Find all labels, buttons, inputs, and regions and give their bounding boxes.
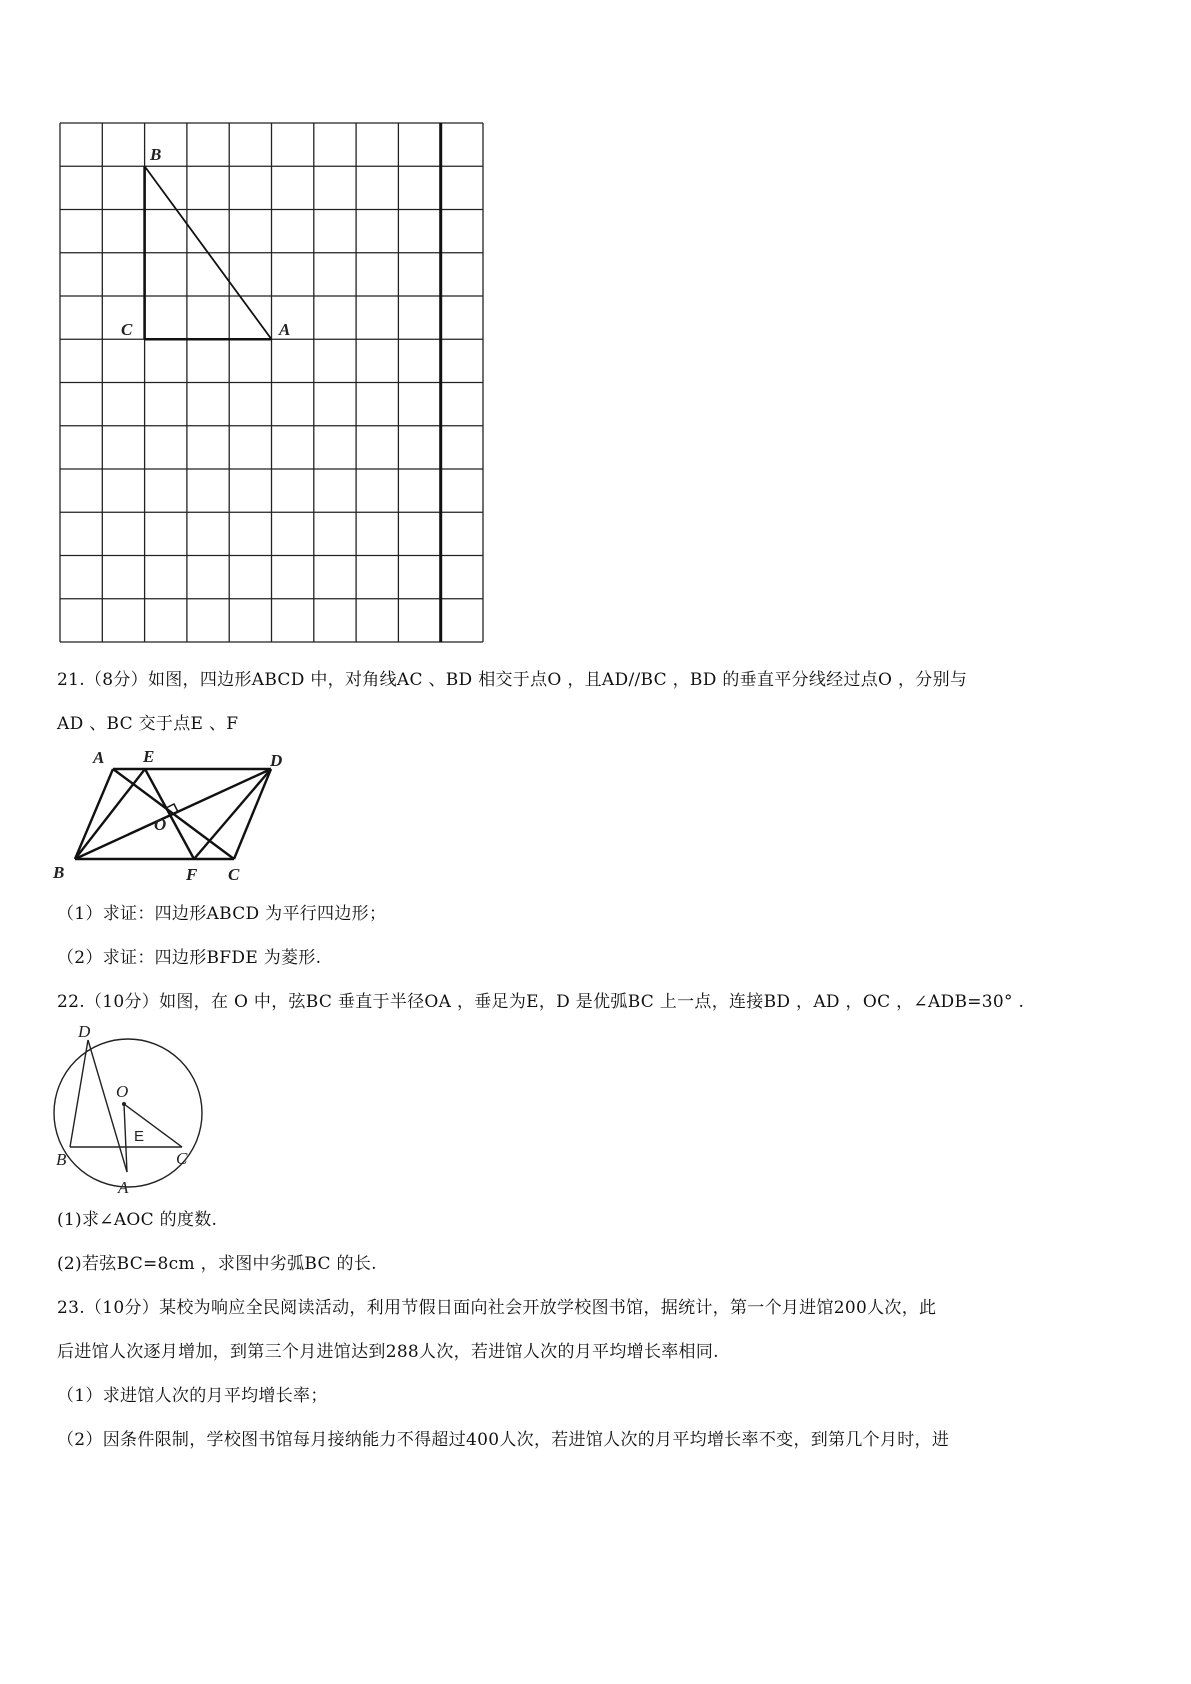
label-d: D: [270, 751, 283, 770]
label-b: B: [150, 145, 162, 164]
label-c: C: [121, 320, 133, 339]
center-dot: [122, 1102, 126, 1106]
label-b: B: [56, 1150, 67, 1169]
label-a: A: [118, 1178, 129, 1197]
label-c: C: [228, 865, 240, 884]
q22-line1: 22.（10分）如图，在 O 中，弦BC 垂直于半径OA ，垂足为E，D 是优弧BC 上一点，连接BD ，AD ，OC ，∠ADB=30° .: [57, 992, 1025, 1012]
q23-line2: 后进馆人次逐月增加，到第三个月进馆达到288人次，若进馆人次的月平均增长率相同.: [57, 1342, 719, 1362]
label-o: O: [154, 815, 167, 834]
grid-lines: [60, 123, 483, 642]
q21-part1: （1）求证：四边形ABCD 为平行四边形；: [57, 904, 387, 924]
label-d: D: [78, 1022, 91, 1041]
label-f: F: [186, 865, 198, 884]
q23-part1: （1）求进馆人次的月平均增长率；: [57, 1386, 328, 1406]
label-e: E: [143, 747, 155, 766]
label-a: A: [93, 748, 105, 767]
label-a: A: [279, 320, 291, 339]
circle-figure: [48, 1020, 218, 1198]
label-e: E: [134, 1128, 145, 1145]
q22-part2: (2)若弦BC=8cm ，求图中劣弧BC 的长.: [57, 1254, 377, 1274]
label-o: O: [116, 1082, 129, 1101]
q21-line2: AD 、BC 交于点E 、F: [57, 714, 239, 734]
label-b: B: [53, 863, 65, 882]
label-c: C: [176, 1149, 188, 1168]
q23-line1: 23.（10分）某校为响应全民阅读活动，利用节假日面向社会开放学校图书馆，据统计，第一个月进馆200人次，此: [57, 1298, 937, 1318]
parallelogram-figure: [48, 746, 298, 886]
q23-part2: （2）因条件限制，学校图书馆每月接纳能力不得超过400人次，若进馆人次的月平均增长率不变，到第几个月时，进: [57, 1430, 950, 1450]
grid-triangle-figure: [55, 118, 495, 653]
q21-line1: 21.（8分）如图，四边形ABCD 中，对角线AC 、BD 相交于点O ，且AD//BC ，BD 的垂直平分线经过点O ，分别与: [57, 670, 968, 690]
q22-part1: (1)求∠AOC 的度数.: [57, 1210, 218, 1230]
q21-part2: （2）求证：四边形BFDE 为菱形.: [57, 948, 322, 968]
